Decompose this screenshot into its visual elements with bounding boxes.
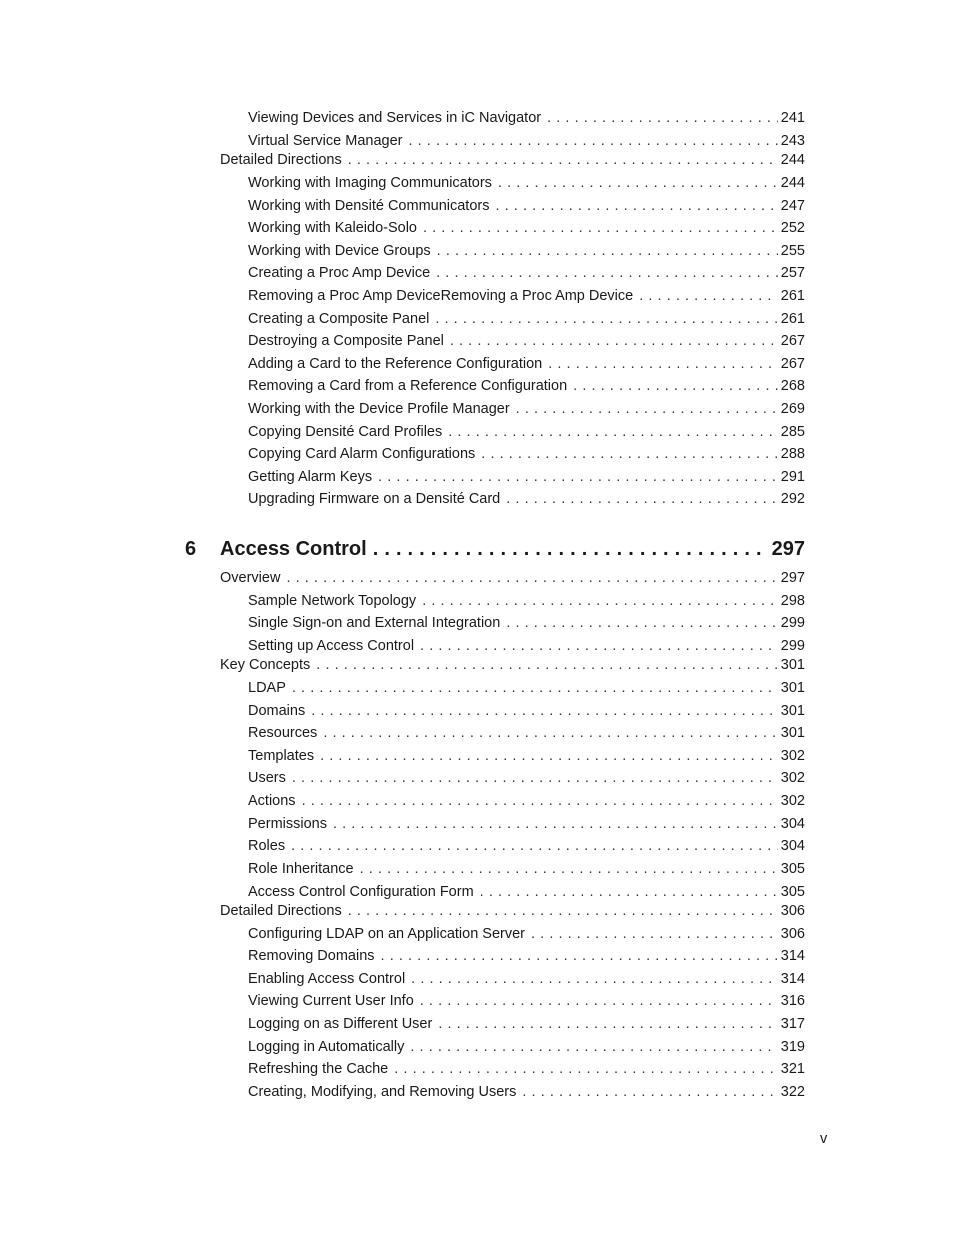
- dot-leader: [292, 679, 778, 697]
- toc-entry[interactable]: [248, 992, 805, 1010]
- toc-entry-title: Working with Kaleido-Solo: [248, 220, 417, 236]
- toc-entry-page: 317: [780, 1016, 805, 1032]
- toc-entry[interactable]: [248, 423, 805, 441]
- toc-entry[interactable]: [248, 637, 805, 655]
- toc-entry[interactable]: [248, 132, 805, 150]
- toc-entry-page: 299: [780, 638, 805, 654]
- toc-entry-title: Setting up Access Control: [248, 638, 415, 654]
- dot-leader: [522, 1083, 777, 1101]
- dot-leader: [348, 902, 778, 920]
- dot-leader: [481, 445, 778, 463]
- toc-entry-page: 247: [780, 198, 805, 214]
- toc-entry-title: Working with Imaging Communicators: [248, 175, 492, 191]
- toc-entry-title: Adding a Card to the Reference Configuration: [248, 356, 543, 372]
- dot-leader: [302, 792, 778, 810]
- toc-entry-title: Destroying a Composite Panel: [248, 333, 444, 349]
- dot-leader: [516, 400, 778, 418]
- toc-entry[interactable]: [248, 445, 805, 463]
- page-number: v: [820, 1131, 828, 1147]
- toc-entry[interactable]: [248, 592, 805, 610]
- toc-entry-page: 314: [780, 948, 805, 964]
- toc-entry-title: LDAP: [248, 680, 286, 696]
- dot-leader: [408, 132, 777, 150]
- toc-entry[interactable]: [248, 219, 805, 237]
- toc-entry-title: Refreshing the Cache: [248, 1061, 389, 1077]
- toc-entry-title: Overview: [220, 570, 281, 586]
- dot-leader: [480, 883, 778, 901]
- toc-entry-page: 319: [780, 1039, 805, 1055]
- toc-entry-title: Logging on as Different User: [248, 1016, 433, 1032]
- toc-entry-title: Creating a Composite Panel: [248, 311, 430, 327]
- toc-entry[interactable]: [248, 242, 805, 260]
- chapter-number: 6: [185, 538, 197, 560]
- toc-entry-title: Working with Densité Communicators: [248, 198, 490, 214]
- toc-entry-page: 299: [780, 615, 805, 631]
- dot-leader: [438, 1015, 777, 1033]
- toc-entry[interactable]: [248, 815, 805, 833]
- toc-entry[interactable]: [248, 332, 805, 350]
- dot-leader: [448, 423, 778, 441]
- toc-entry-page: 252: [780, 220, 805, 236]
- toc-entry-title: Enabling Access Control: [248, 971, 406, 987]
- dot-leader: [506, 490, 778, 508]
- dot-leader: [531, 925, 778, 943]
- toc-entry-title: Roles: [248, 838, 286, 854]
- toc-entry-page: 301: [780, 703, 805, 719]
- dot-leader: [436, 264, 778, 282]
- toc-entry[interactable]: [248, 792, 805, 810]
- toc-entry-page: 267: [780, 356, 805, 372]
- toc-entry-title: Removing Domains: [248, 948, 375, 964]
- chapter-title: Access Control: [220, 538, 367, 560]
- chapter-heading[interactable]: [185, 538, 805, 564]
- toc-entry-title: Removing a Card from a Reference Configuration: [248, 378, 568, 394]
- dot-leader: [373, 538, 769, 561]
- dot-leader: [316, 656, 778, 674]
- toc-entry[interactable]: [248, 702, 805, 720]
- toc-entry[interactable]: [248, 837, 805, 855]
- toc-entry[interactable]: [248, 264, 805, 282]
- toc-entry-title: Removing a Proc Amp DeviceRemoving a Proc Amp Device: [248, 288, 634, 304]
- toc-entry-title: Configuring LDAP on an Application Server: [248, 926, 526, 942]
- dot-leader: [548, 355, 778, 373]
- dot-leader: [320, 747, 778, 765]
- dot-leader: [422, 592, 778, 610]
- dot-leader: [348, 151, 778, 169]
- dot-leader: [420, 992, 778, 1010]
- toc-entry[interactable]: [248, 1015, 805, 1033]
- toc-entry[interactable]: [248, 1038, 805, 1056]
- toc-entry-title: Upgrading Firmware on a Densité Card: [248, 491, 501, 507]
- toc-entry-title: Sample Network Topology: [248, 593, 417, 609]
- toc-entry-title: Permissions: [248, 816, 327, 832]
- toc-entry-title: Templates: [248, 748, 315, 764]
- dot-leader: [286, 569, 777, 587]
- toc-entry-title: Working with Device Groups: [248, 243, 431, 259]
- toc-entry[interactable]: [248, 310, 805, 328]
- toc-entry-page: 306: [780, 903, 805, 919]
- toc-entry-page: 305: [780, 884, 805, 900]
- toc-entry-title: Detailed Directions: [220, 903, 342, 919]
- toc-entry-title: Creating a Proc Amp Device: [248, 265, 431, 281]
- dot-leader: [360, 860, 778, 878]
- toc-entry-page: 297: [780, 570, 805, 586]
- dot-leader: [311, 702, 778, 720]
- dot-leader: [495, 197, 777, 215]
- dot-leader: [573, 377, 778, 395]
- toc-entry-page: 257: [780, 265, 805, 281]
- dot-leader: [323, 724, 777, 742]
- toc-entry-title: Key Concepts: [220, 657, 311, 673]
- dot-leader: [292, 769, 778, 787]
- toc-entry[interactable]: [248, 769, 805, 787]
- toc-entry-page: 269: [780, 401, 805, 417]
- dot-leader: [394, 1060, 778, 1078]
- dot-leader: [291, 837, 778, 855]
- toc-entry-title: Getting Alarm Keys: [248, 469, 373, 485]
- toc-entry-page: 302: [780, 770, 805, 786]
- toc-entry[interactable]: [248, 400, 805, 418]
- dot-leader: [333, 815, 778, 833]
- toc-entry[interactable]: [220, 656, 805, 674]
- toc-entry-page: 288: [780, 446, 805, 462]
- toc-entry[interactable]: [248, 679, 805, 697]
- toc-entry[interactable]: [248, 925, 805, 943]
- toc-entry[interactable]: [248, 490, 805, 508]
- toc-entry-page: 261: [780, 288, 805, 304]
- toc-entry-title: Single Sign-on and External Integration: [248, 615, 501, 631]
- toc-entry-page: 304: [780, 816, 805, 832]
- toc-entry[interactable]: [248, 883, 805, 901]
- toc-entry-page: 291: [780, 469, 805, 485]
- toc-entry[interactable]: [248, 724, 805, 742]
- toc-entry-page: 306: [780, 926, 805, 942]
- dot-leader: [378, 468, 778, 486]
- toc-entry-title: Working with the Device Profile Manager: [248, 401, 510, 417]
- toc-entry-page: 314: [780, 971, 805, 987]
- toc-entry-page: 316: [780, 993, 805, 1009]
- toc-entry-page: 322: [780, 1084, 805, 1100]
- toc-entry[interactable]: [248, 1060, 805, 1078]
- toc-entry-page: 301: [780, 657, 805, 673]
- toc-entry-page: 305: [780, 861, 805, 877]
- toc-entry-page: 304: [780, 838, 805, 854]
- toc-entry[interactable]: [248, 1083, 805, 1101]
- toc-entry-title: Copying Card Alarm Configurations: [248, 446, 476, 462]
- toc-entry-title: Virtual Service Manager: [248, 133, 403, 149]
- chapter-page: 297: [771, 538, 805, 560]
- toc-entry[interactable]: [248, 287, 805, 305]
- toc-entry-title: Creating, Modifying, and Removing Users: [248, 1084, 517, 1100]
- toc-entry-title: Resources: [248, 725, 318, 741]
- dot-leader: [423, 219, 778, 237]
- toc-entry-page: 243: [780, 133, 805, 149]
- toc-entry[interactable]: [248, 614, 805, 632]
- dot-leader: [381, 947, 778, 965]
- toc-entry-title: Viewing Devices and Services in iC Navigator: [248, 110, 542, 126]
- toc-entry-page: 268: [780, 378, 805, 394]
- toc-entry[interactable]: [248, 970, 805, 988]
- toc-entry-page: 321: [780, 1061, 805, 1077]
- toc-entry[interactable]: [248, 355, 805, 373]
- toc-entry[interactable]: [248, 174, 805, 192]
- toc-entry-title: Users: [248, 770, 286, 786]
- dot-leader: [410, 1038, 777, 1056]
- dot-leader: [506, 614, 777, 632]
- toc-entry[interactable]: [220, 902, 805, 920]
- toc-entry-title: Actions: [248, 793, 296, 809]
- toc-entry-page: 244: [780, 175, 805, 191]
- toc-entry-page: 302: [780, 793, 805, 809]
- toc-entry[interactable]: [248, 747, 805, 765]
- toc-entry-page: 255: [780, 243, 805, 259]
- dot-leader: [639, 287, 778, 305]
- toc-entry[interactable]: [220, 569, 805, 587]
- toc-entry-title: Access Control Configuration Form: [248, 884, 474, 900]
- toc-entry[interactable]: [248, 947, 805, 965]
- toc-entry-page: 241: [780, 110, 805, 126]
- dot-leader: [547, 109, 778, 127]
- toc-entry-page: 301: [780, 680, 805, 696]
- toc-entry[interactable]: [248, 197, 805, 215]
- toc-entry-title: Logging in Automatically: [248, 1039, 405, 1055]
- toc-entry-page: 244: [780, 152, 805, 168]
- toc-entry[interactable]: [248, 109, 805, 127]
- toc-entry-title: Detailed Directions: [220, 152, 342, 168]
- toc-entry[interactable]: [220, 151, 805, 169]
- dot-leader: [437, 242, 778, 260]
- dot-leader: [411, 970, 778, 988]
- toc-entry-title: Viewing Current User Info: [248, 993, 414, 1009]
- dot-leader: [498, 174, 778, 192]
- toc-entry-title: Copying Densité Card Profiles: [248, 424, 443, 440]
- dot-leader: [435, 310, 777, 328]
- dot-leader: [420, 637, 778, 655]
- toc-entry-title: Role Inheritance: [248, 861, 354, 877]
- dot-leader: [450, 332, 778, 350]
- toc-entry-page: 285: [780, 424, 805, 440]
- toc-entry-page: 301: [780, 725, 805, 741]
- toc-entry-title: Domains: [248, 703, 306, 719]
- toc-entry-page: 298: [780, 593, 805, 609]
- toc-entry[interactable]: [248, 377, 805, 395]
- toc-entry[interactable]: [248, 860, 805, 878]
- toc-entry-page: 261: [780, 311, 805, 327]
- toc-entry[interactable]: [248, 468, 805, 486]
- toc-entry-page: 292: [780, 491, 805, 507]
- toc-entry-page: 267: [780, 333, 805, 349]
- toc-entry-page: 302: [780, 748, 805, 764]
